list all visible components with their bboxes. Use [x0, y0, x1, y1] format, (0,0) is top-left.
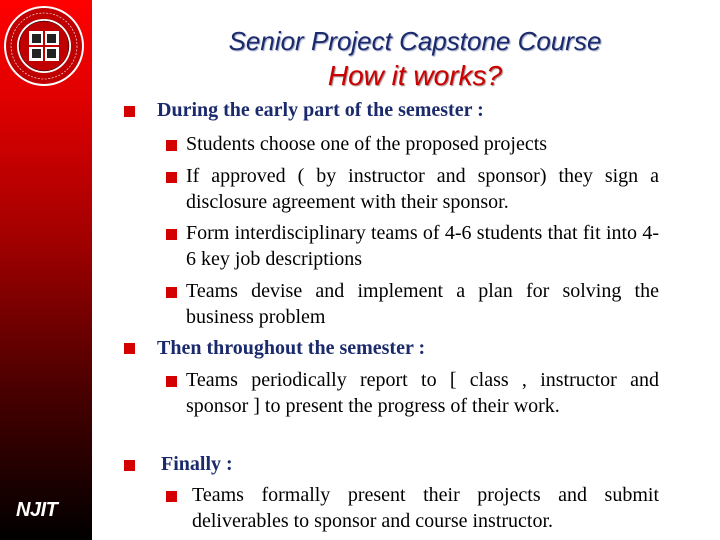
item-bullet-icon: [166, 376, 177, 387]
list-item: Teams formally present their projects and submit deliverables to sponsor and course instructor.: [192, 484, 659, 532]
section-bullet-icon: [124, 460, 135, 471]
list-item: Teams devise and implement a plan for solving the business problem: [186, 280, 659, 328]
list-item: Students choose one of the proposed projects: [186, 133, 548, 155]
section-heading: Finally :: [161, 453, 233, 475]
section-heading: Then throughout the semester :: [157, 337, 426, 359]
slide-subtitle: How it works?: [327, 60, 503, 91]
item-bullet-icon: [166, 287, 177, 298]
university-seal-icon: [2, 4, 86, 88]
item-bullet-icon: [166, 491, 177, 502]
slide-title: Senior Project Capstone Course: [228, 26, 602, 56]
section-bullet-icon: [124, 343, 135, 354]
list-item: Form interdisciplinary teams of 4-6 students that fit into 4-6 key job descriptions: [186, 222, 659, 270]
list-item: Teams periodically report to [ class , instructor and sponsor ] to present the progress of their work.: [186, 369, 659, 417]
section-heading: During the early part of the semester :: [157, 99, 484, 121]
njit-logo: NJIT: [16, 499, 58, 521]
section-bullet-icon: [124, 106, 135, 117]
item-bullet-icon: [166, 140, 177, 151]
sidebar-gradient: [0, 0, 92, 540]
item-bullet-icon: [166, 229, 177, 240]
item-bullet-icon: [166, 172, 177, 183]
list-item: If approved ( by instructor and sponsor) they sign a disclosure agreement with their sponsor.: [186, 165, 659, 213]
